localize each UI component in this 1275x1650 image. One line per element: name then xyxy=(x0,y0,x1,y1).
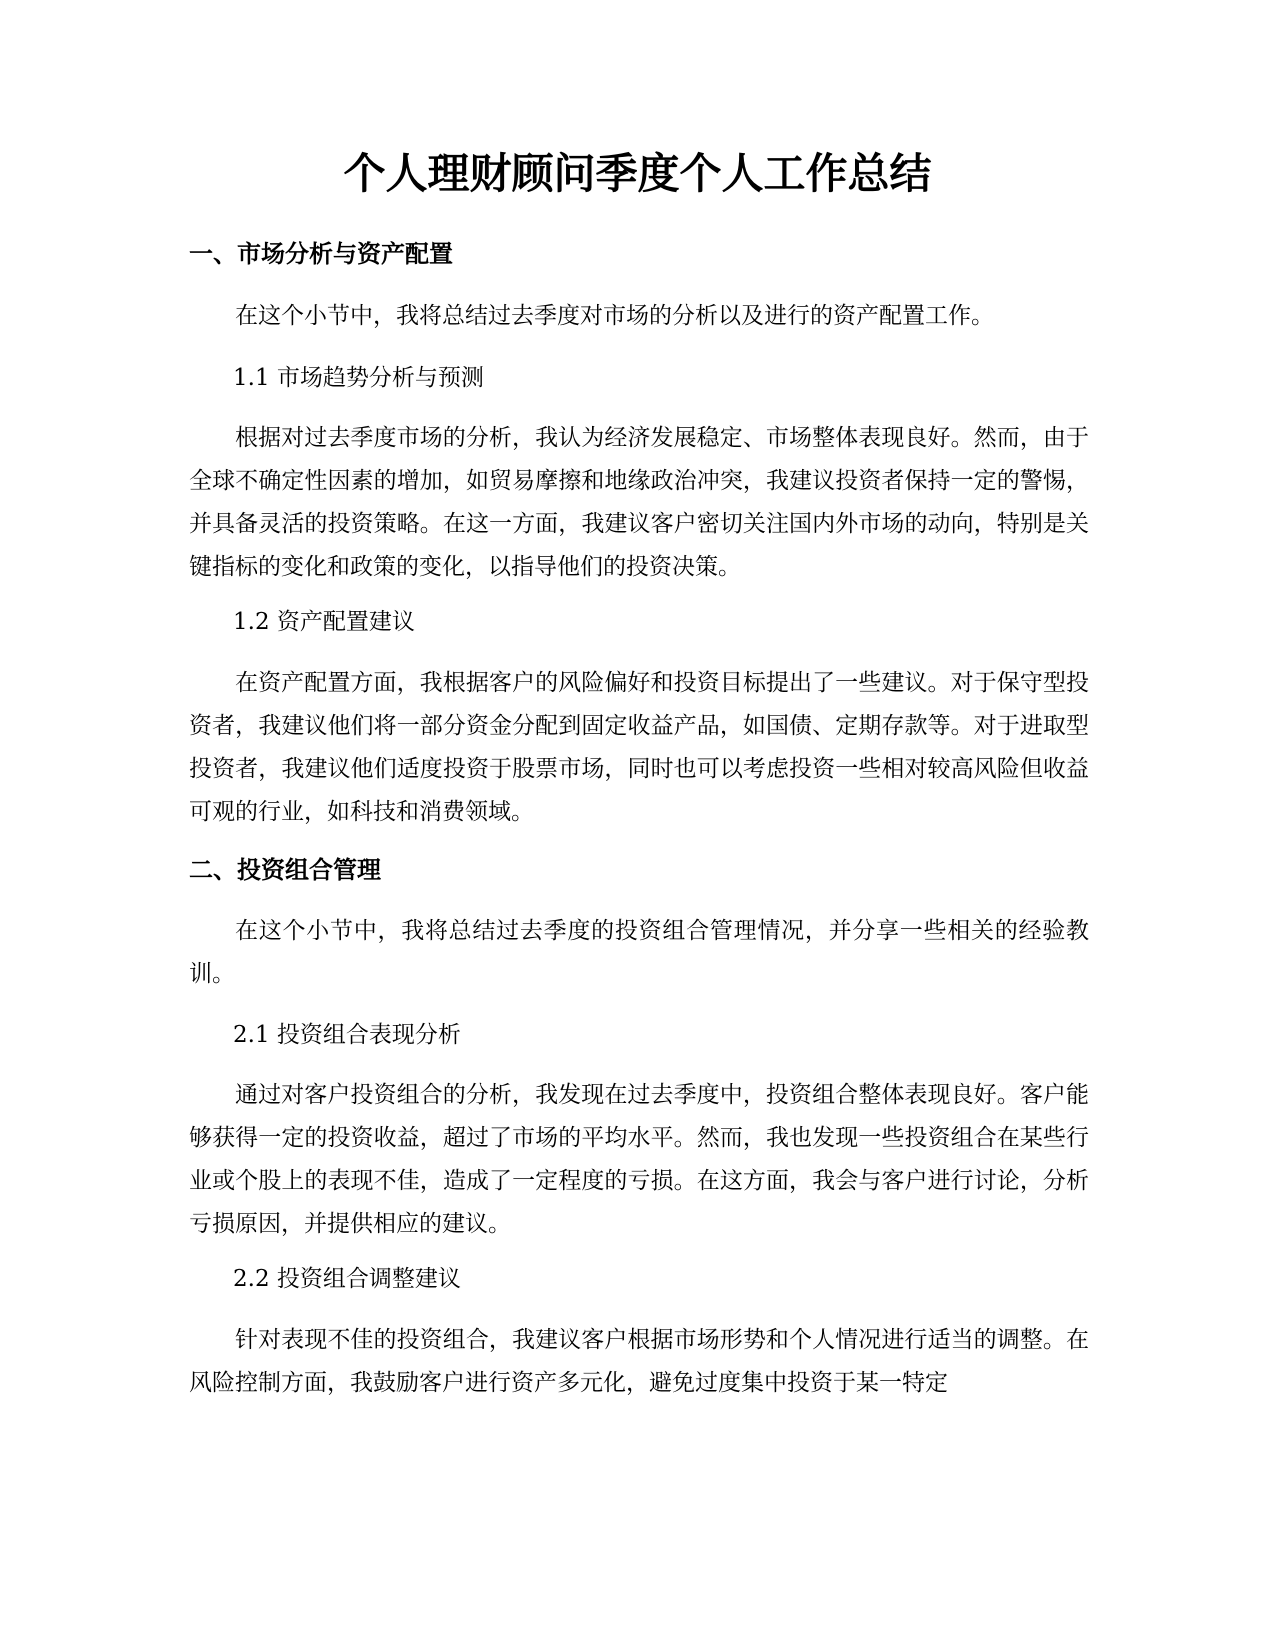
section-2-intro: 在这个小节中，我将总结过去季度的投资组合管理情况，并分享一些相关的经验教训。 xyxy=(189,918,1089,987)
subsection-heading-2-1: 2.1 投资组合表现分析 xyxy=(233,1022,461,1048)
section-1-intro: 在这个小节中，我将总结过去季度对市场的分析以及进行的资产配置工作。 xyxy=(235,303,994,329)
subsection-1-1-body: 根据对过去季度市场的分析，我认为经济发展稳定、市场整体表现良好。然而，由于全球不确定性因素的增加，如贸易摩擦和地缘政治冲突，我建议投资者保持一定的警惕，并具备灵活的投资策略。在这一方面，我建议客户密切关注国内外市场的动向，特别是关键指标的变化和政策的变化，以指导他们的投资决策。 xyxy=(189,425,1089,580)
section-heading-2: 二、投资组合管理 xyxy=(189,856,381,884)
section-heading-1: 一、市场分析与资产配置 xyxy=(189,240,453,268)
subsection-heading-1-2: 1.2 资产配置建议 xyxy=(233,609,415,635)
document-title: 个人理财顾问季度个人工作总结 xyxy=(343,149,932,198)
subsection-2-1-body: 通过对客户投资组合的分析，我发现在过去季度中，投资组合整体表现良好。客户能够获得一定的投资收益，超过了市场的平均水平。然而，我也发现一些投资组合在某些行业或个股上的表现不佳，造成了一定程度的亏损。在这方面，我会与客户进行讨论，分析亏损原因，并提供相应的建议。 xyxy=(189,1082,1089,1237)
subsection-2-2-body: 针对表现不佳的投资组合，我建议客户根据市场形势和个人情况进行适当的调整。在风险控制方面，我鼓励客户进行资产多元化，避免过度集中投资于某一特定 xyxy=(189,1327,1089,1396)
subsection-1-2-body: 在资产配置方面，我根据客户的风险偏好和投资目标提出了一些建议。对于保守型投资者，我建议他们将一部分资金分配到固定收益产品，如国债、定期存款等。对于进取型投资者，我建议他们适度投资于股票市场，同时也可以考虑投资一些相对较高风险但收益可观的行业，如科技和消费领域。 xyxy=(189,670,1089,825)
subsection-heading-1-1: 1.1 市场趋势分析与预测 xyxy=(233,365,484,391)
subsection-heading-2-2: 2.2 投资组合调整建议 xyxy=(233,1266,461,1292)
